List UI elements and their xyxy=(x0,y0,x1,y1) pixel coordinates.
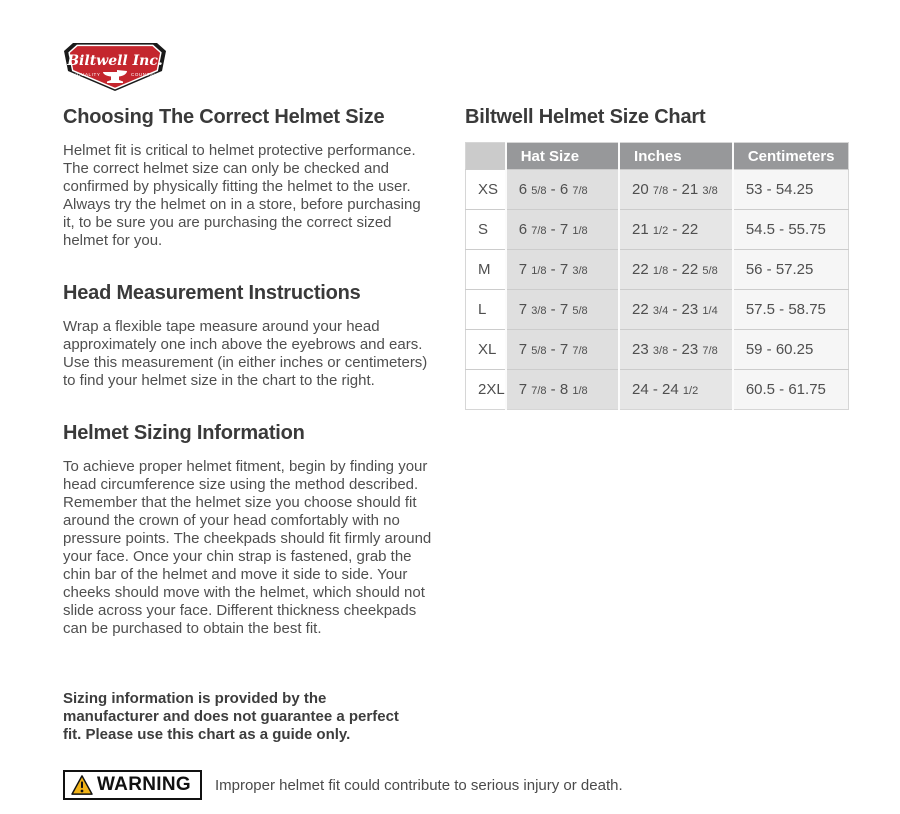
section-sizing-information xyxy=(63,421,435,638)
section-body: Wrap a flexible tape measure around your head approximately one inch above the eyebrows and ears. Use this measurement (in either inches or centimeters) to find your helmet size in the chart to the right. xyxy=(63,318,428,389)
column-header-centimeters: Centimeters xyxy=(733,143,849,170)
hat-size-value: 6 5/8 - 6 7/8 xyxy=(506,170,619,210)
inches-value: 24 - 24 1/2 xyxy=(619,370,733,410)
centimeters-value: 59 - 60.25 xyxy=(733,330,849,370)
size-label: XS xyxy=(466,170,506,210)
inches-value: 22 1/8 - 22 5/8 xyxy=(619,250,733,290)
size-label: L xyxy=(466,290,506,330)
centimeters-value: 60.5 - 61.75 xyxy=(733,370,849,410)
size-chart-column xyxy=(465,105,849,410)
size-chart-body xyxy=(466,170,849,410)
biltwell-logo xyxy=(63,42,167,92)
size-label: S xyxy=(466,210,506,250)
size-chart-row xyxy=(466,290,849,330)
centimeters-value: 57.5 - 58.75 xyxy=(733,290,849,330)
size-label: 2XL xyxy=(466,370,506,410)
helmet-size-chart-table xyxy=(465,142,849,410)
biltwell-badge-icon xyxy=(63,42,167,92)
inches-value: 20 7/8 - 21 3/8 xyxy=(619,170,733,210)
centimeters-value: 56 - 57.25 xyxy=(733,250,849,290)
size-chart-header xyxy=(466,143,849,170)
inches-value: 21 1/2 - 22 xyxy=(619,210,733,250)
hat-size-value: 6 7/8 - 7 1/8 xyxy=(506,210,619,250)
size-chart-row xyxy=(466,330,849,370)
warning-strip xyxy=(63,770,623,800)
section-heading: Choosing The Correct Helmet Size xyxy=(63,106,385,128)
section-heading: Helmet Sizing Information xyxy=(63,422,305,444)
hat-size-value: 7 5/8 - 7 7/8 xyxy=(506,330,619,370)
size-label: XL xyxy=(466,330,506,370)
column-header-inches: Inches xyxy=(619,143,733,170)
centimeters-value: 54.5 - 55.75 xyxy=(733,210,849,250)
hat-size-value: 7 1/8 - 7 3/8 xyxy=(506,250,619,290)
section-choosing-size xyxy=(63,105,435,250)
section-heading: Head Measurement Instructions xyxy=(63,282,361,304)
logo-brand-text: Biltwell Inc. xyxy=(67,53,163,69)
corner-header-cell xyxy=(466,143,506,170)
warning-label: WARNING xyxy=(97,774,191,795)
warning-text: Improper helmet fit could contribute to serious injury or death. xyxy=(214,776,623,794)
column-header-hat-size: Hat Size xyxy=(506,143,619,170)
logo-tagline-left: 'QUALITY xyxy=(75,72,101,77)
size-chart-row xyxy=(466,210,849,250)
section-body: To achieve proper helmet fitment, begin by finding your head circumference size using the method described. Remember that the helmet size you choose should fit around the crown of your head comfortably with no pressure points. The cheekpads should fit firmly around your face. Once your chin strap is fastened, grab the chin bar of the helmet and move it side to side. Your cheeks should move with the helmet, which should not slide across your face. Different thickness cheekpads can be purchased to obtain the best fit. xyxy=(63,458,432,637)
warning-badge xyxy=(63,770,202,800)
section-head-measurement xyxy=(63,281,435,390)
size-label: M xyxy=(466,250,506,290)
manufacturer-disclaimer: Sizing information is provided by the manufacturer and does not guarantee a perfect fit. Please use this chart as a guide only. xyxy=(63,690,399,743)
hat-size-value: 7 3/8 - 7 5/8 xyxy=(506,290,619,330)
warning-triangle-icon xyxy=(71,775,93,795)
centimeters-value: 53 - 54.25 xyxy=(733,170,849,210)
section-body: Helmet fit is critical to helmet protective performance. The correct helmet size can only be checked and confirmed by physically fitting the helmet to the user. Always try the helmet on in a store, before purchasing it, to be sure you are purchasing the correct sized helmet for you. xyxy=(63,142,421,249)
inches-value: 23 3/8 - 23 7/8 xyxy=(619,330,733,370)
size-chart-row xyxy=(466,250,849,290)
logo-tagline-right: COUNTS' xyxy=(130,72,156,77)
inches-value: 22 3/4 - 23 1/4 xyxy=(619,290,733,330)
hat-size-value: 7 7/8 - 8 1/8 xyxy=(506,370,619,410)
size-chart-row xyxy=(466,170,849,210)
size-chart-row xyxy=(466,370,849,410)
size-chart-title: Biltwell Helmet Size Chart xyxy=(465,106,706,128)
